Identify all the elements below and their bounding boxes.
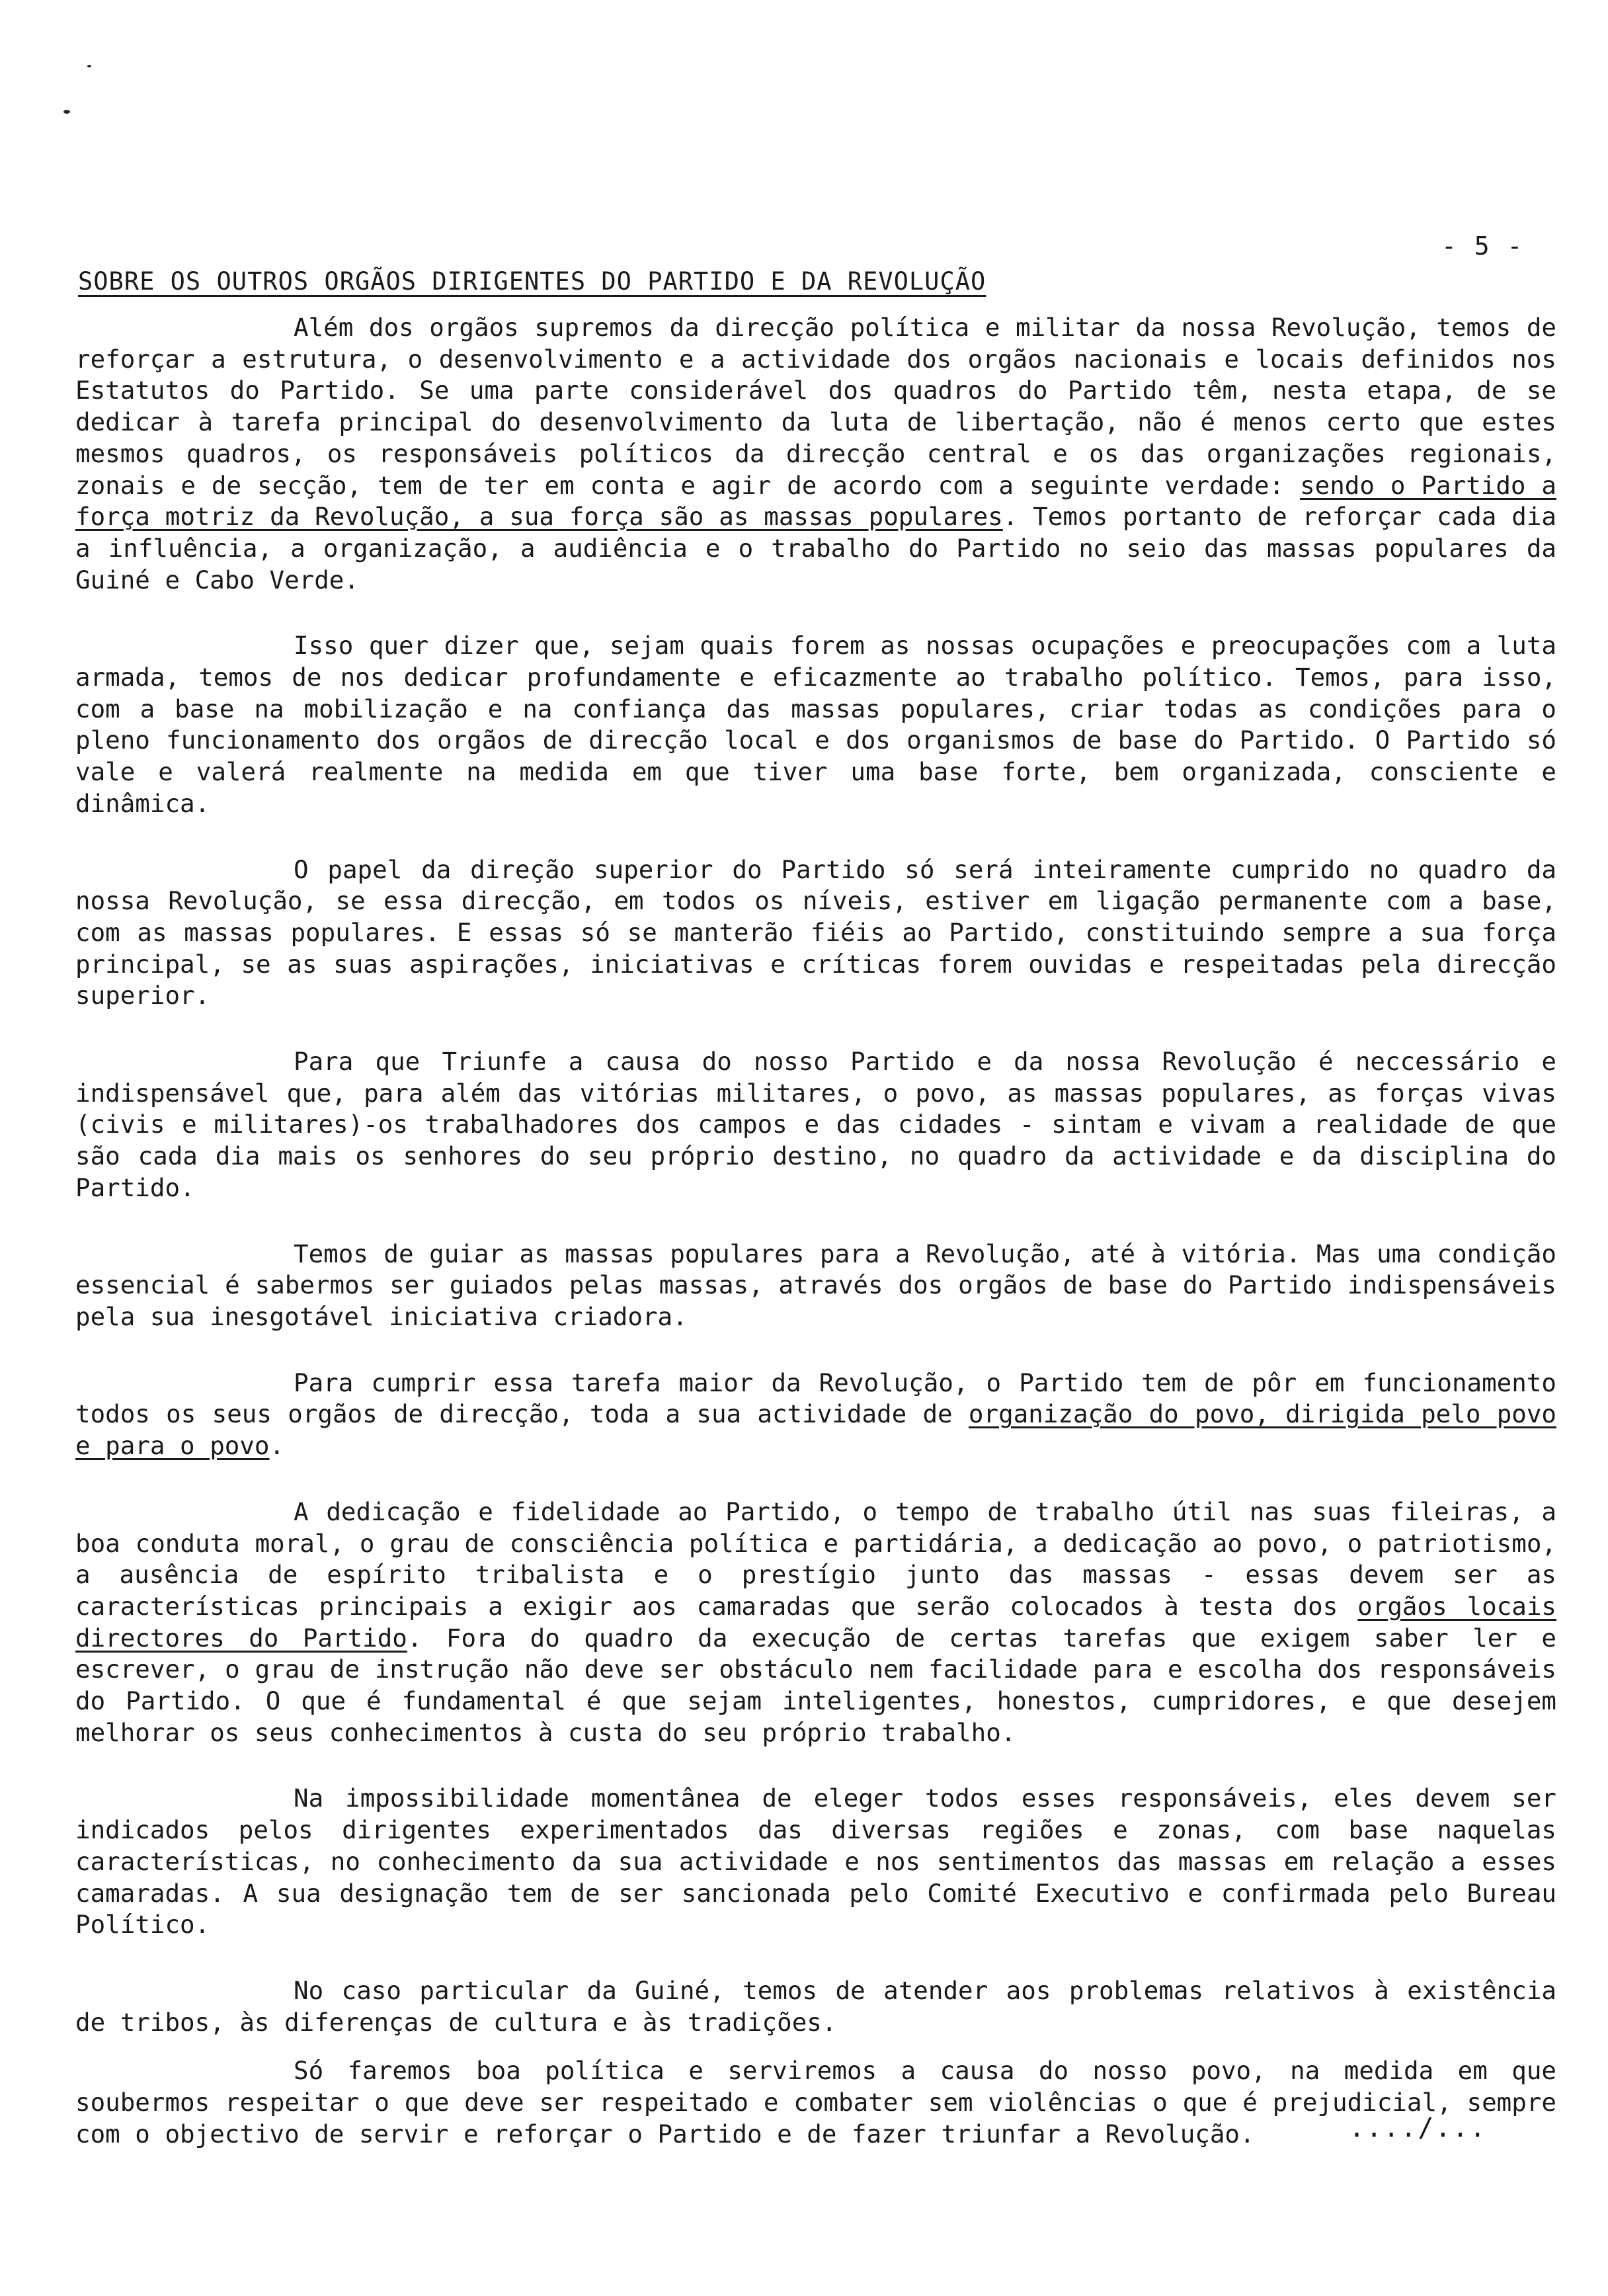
- paragraph-2: Isso quer dizer que, sejam quais forem as nossas ocupações e preocupações com a luta armada, temos de nos dedicar profundamente e eficazmente ao trabalho político. Temos, para isso, com a base na mobilização e na confiança das massas populares, criar todas as condições para o pleno funcionamento dos orgãos de direcção local e dos organismos de base do Partido. O Partido só vale e valerá realmente na medida em que tiver uma base forte, bem organizada, consciente e dinâmica.: [75, 631, 1556, 818]
- underlined-text: organização do povo, dirigida pelo povo e para o povo: [75, 1399, 1557, 1461]
- section-heading: SOBRE OS OUTROS ORGÃOS DIRIGENTES DO PARTIDO E DA REVOLUÇÃO: [78, 267, 986, 296]
- paragraph-text: .: [269, 1431, 285, 1461]
- continuation-marker: ..../...: [1349, 2113, 1487, 2143]
- scan-speck: [63, 110, 70, 114]
- paragraph-4: Para que Triunfe a causa do nosso Partido e da nossa Revolução é neccessário e indispensável que, para além das vitórias militares, o povo, as massas populares, as forças vivas (civis e militares)-os trabalhadores dos campos e das cidades - sintam e vivam a realidade de que são cada dia mais os senhores do seu próprio destino, no quadro da actividade e da disciplina do Partido.: [75, 1047, 1556, 1202]
- underlined-text: sendo o Partido a força motriz da Revolução, a sua força são as massas populares: [75, 470, 1557, 532]
- paragraph-text: Para cumprir essa tarefa maior da Revolução, o Partido tem de pôr em funcionamento todos os seus orgãos de direcção, toda a sua actividade de: [75, 1368, 1556, 1429]
- page-number: - 5 -: [1441, 231, 1524, 261]
- paragraph-text: A dedicação e fidelidade ao Partido, o tempo de trabalho útil nas suas fileiras, a boa conduta moral, o grau de consciência política e partidária, a dedicação ao povo, o patriotismo, a ausência de espírito tribalista e o prestígio junto das massas - essas devem ser as características principais a exigir aos camaradas que serão colocados à testa dos: [75, 1496, 1556, 1621]
- paragraph-3: O papel da direção superior do Partido só será inteiramente cumprido no quadro da nossa Revolução, se essa direcção, em todos os níveis, estiver em ligação permanente com a base, com as massas populares. E essas só se manterão fiéis ao Partido, constituindo sempre a sua força principal, se as suas aspirações, iniciativas e críticas forem ouvidas e respeitadas pela direcção superior.: [75, 854, 1556, 1010]
- paragraph-9: No caso particular da Guiné, temos de atender aos problemas relativos à existência de tribos, às diferenças de cultura e às tradições.: [75, 1975, 1556, 2037]
- underlined-text: orgãos locais directores do Partido: [75, 1591, 1556, 1653]
- paragraph-text: . Temos portanto de reforçar cada dia a influência, a organização, a audiência e o trabalho do Partido no seio das massas populares da Guiné e Cabo Verde.: [75, 502, 1556, 594]
- paragraph-7: [75, 1496, 1556, 1749]
- paragraph-1: [75, 312, 1556, 596]
- paragraph-5: Temos de guiar as massas populares para a Revolução, até à vitória. Mas uma condição essencial é sabermos ser guiados pelas massas, através dos orgãos de base do Partido indispensáveis pela sua inesgotável iniciativa criadora.: [75, 1239, 1556, 1331]
- scan-speck: [87, 65, 91, 67]
- paragraph-6: [75, 1368, 1556, 1462]
- paragraph-8: Na impossibilidade momentânea de eleger todos esses responsáveis, eles devem ser indicados pelos dirigentes experimentados das diversas regiões e zonas, com base naquelas características, no conhecimento da sua actividade e nos sentimentos das massas em relação a esses camaradas. A sua designação tem de ser sancionada pelo Comité Executivo e confirmada pelo Bureau Político.: [75, 1784, 1556, 1940]
- paragraph-text: . Fora do quadro da execução de certas tarefas que exigem saber ler e escrever, o grau de instrução não deve ser obstáculo nem facilidade para e escolha dos responsáveis do Partido. O que é fundamental é que sejam inteligentes, honestos, cumpridores, e que desejem melhorar os seus conhecimentos à custa do seu próprio trabalho.: [75, 1623, 1556, 1747]
- paragraph-text: Além dos orgãos supremos da direcção política e militar da nossa Revolução, temos de reforçar a estrutura, o desenvolvimento e a actividade dos orgãos nacionais e locais definidos nos Estatutos do Partido. Se uma parte considerável dos quadros do Partido têm, nesta etapa, de se dedicar à tarefa principal do desenvolvimento da luta de libertação, não é menos certo que estes mesmos quadros, os responsáveis políticos da direcção central e os das organizações regionais, zonais e de secção, tem de ter em conta e agir de acordo com a seguinte verdade:: [75, 313, 1556, 500]
- paragraph-10: Só faremos boa política e serviremos a causa do nosso povo, na medida em que soubermos respeitar o que deve ser respeitado e combater sem violências o que é prejudicial, sempre com o objectivo de servir e reforçar o Partido e de fazer triunfar a Revolução.: [75, 2056, 1556, 2149]
- document-body: [75, 312, 1556, 2158]
